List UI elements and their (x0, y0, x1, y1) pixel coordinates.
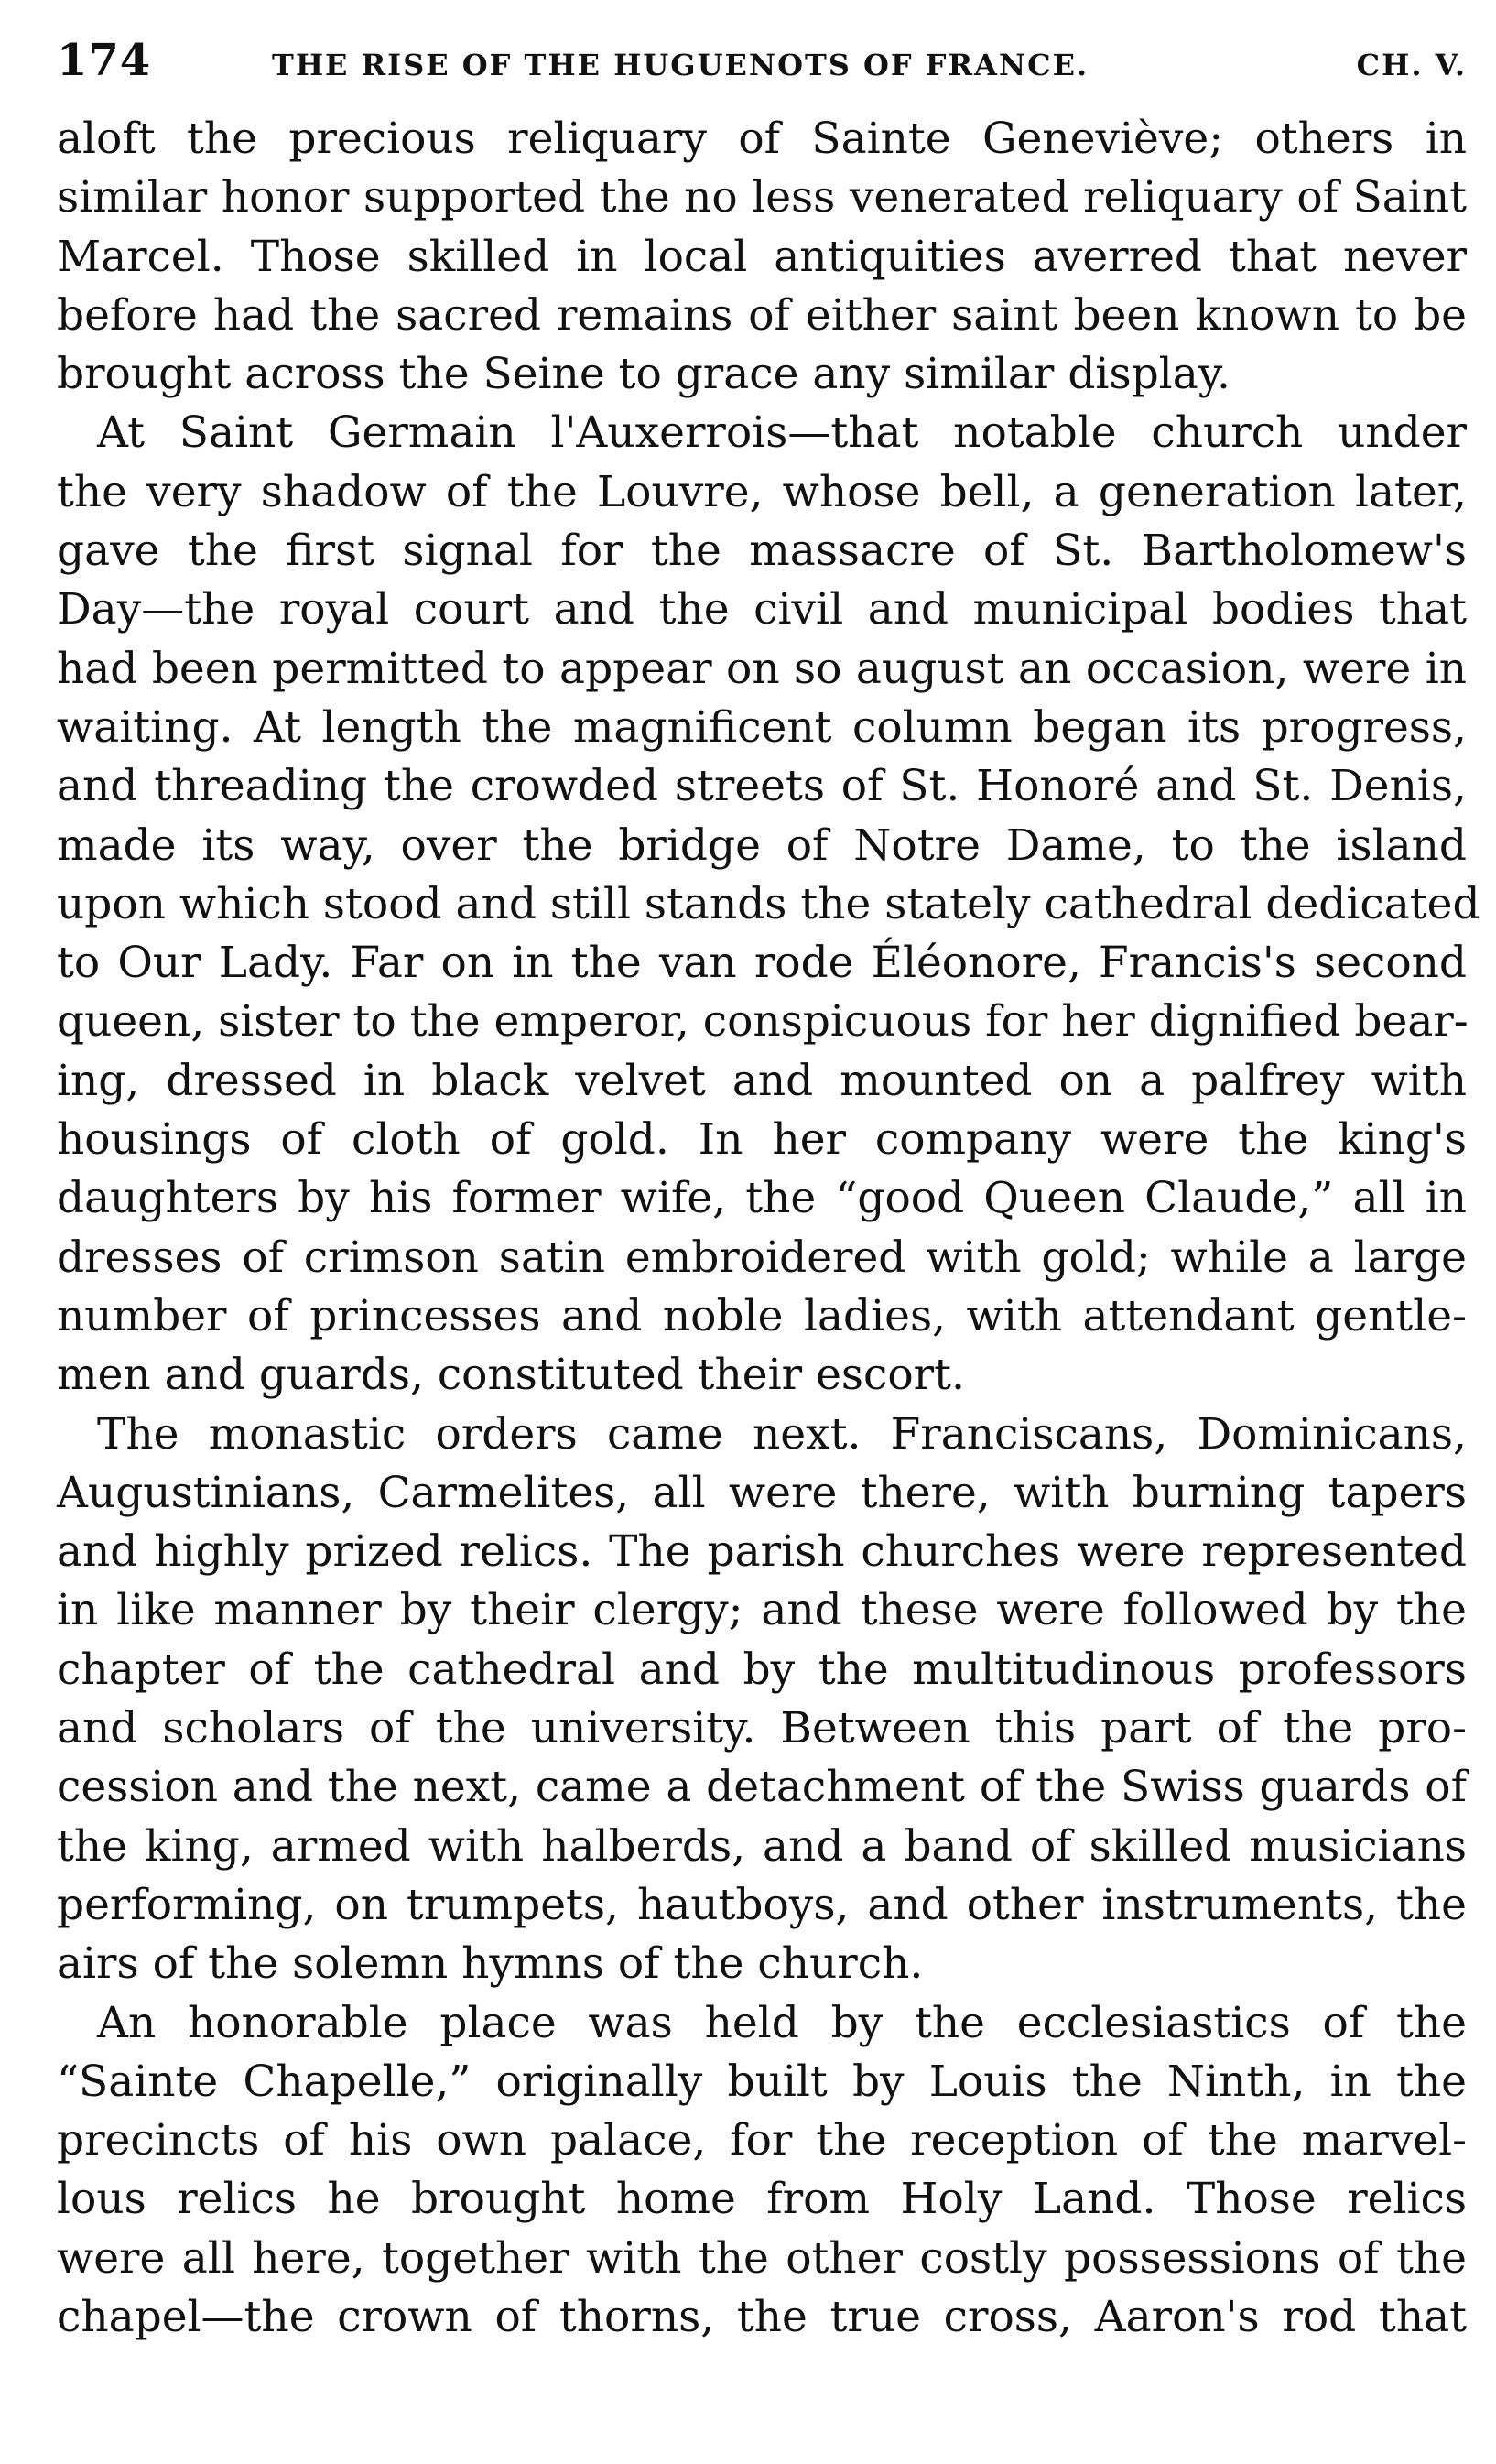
text-line: daughters by his former wife, the “good Queen Claude,” all in (57, 1173, 1467, 1224)
text-line: men and guards, constituted their escort. (57, 1350, 965, 1401)
book-page (57, 26, 1480, 2347)
text-line: the very shadow of the Louvre, whose bell, a generation later, (57, 466, 1467, 517)
text-line: housings of cloth of gold. In her company were the king's (57, 1114, 1467, 1166)
text-line: queen, sister to the emperor, conspicuous for her dignified bear- (57, 996, 1469, 1047)
text-line: and scholars of the university. Between this part of the pro- (57, 1703, 1467, 1754)
paragraph (57, 1994, 1467, 2348)
text-line: before had the sacred remains of either saint been known to be (57, 289, 1467, 341)
text-line: and highly prized relics. The parish churches were represented (57, 1526, 1467, 1578)
text-line: The monastic orders came next. Franciscans, Dominicans, (97, 1408, 1467, 1460)
text-line: cession and the next, came a detachment of the Swiss guards of (57, 1762, 1467, 1813)
text-line: and threading the crowded streets of St. Honoré and St. Denis, (57, 761, 1467, 812)
text-line: An honorable place was held by the ecclesiastics of the (97, 1997, 1467, 2048)
text-line: ing, dressed in black velvet and mounted on a palfrey with (57, 1055, 1467, 1106)
text-line: precincts of his own palace, for the reception of the marvel- (57, 2115, 1467, 2166)
text-line: waiting. At length the magnificent column began its progress, (57, 701, 1467, 753)
text-line: lous relics he brought home from Holy Land. Those relics (57, 2174, 1467, 2225)
text-line: gave the first signal for the massacre of St. Bartholomew's (57, 526, 1467, 577)
text-line: number of princesses and noble ladies, with attendant gentle- (57, 1290, 1467, 1341)
paragraph (57, 110, 1467, 404)
text-line: in like manner by their clergy; and these were followed by the (57, 1585, 1467, 1636)
book-title: THE RISE OF THE HUGUENOTS OF FRANCE. (272, 48, 1089, 82)
text-line: upon which stood and still stands the stately cathedral dedicated (57, 878, 1480, 929)
running-head (57, 26, 1467, 110)
paragraph (57, 404, 1480, 1405)
body-text (57, 110, 1480, 2347)
chapter-mark: CH. V. (1356, 48, 1467, 82)
text-line: to Our Lady. Far on in the van rode Éléonore, Francis's second (57, 938, 1467, 989)
text-line: Day—the royal court and the civil and municipal bodies that (57, 584, 1467, 635)
text-line: made its way, over the bridge of Notre Dame, to the island (57, 820, 1467, 871)
text-line: were all here, together with the other costly possessions of the (57, 2232, 1467, 2284)
text-line: chapter of the cathedral and by the multitudinous professors (57, 1644, 1467, 1695)
text-line: had been permitted to appear on so august an occasion, were in (57, 643, 1467, 694)
text-line: chapel—the crown of thorns, the true cross, Aaron's rod that (57, 2291, 1467, 2342)
text-line: At Saint Germain l'Auxerrois—that notable church under (97, 407, 1467, 459)
text-line: performing, on trumpets, hautboys, and other instruments, the (57, 1879, 1467, 1930)
text-line: airs of the solemn hymns of the church. (57, 1938, 924, 1990)
text-line: aloft the precious reliquary of Sainte Geneviève; others in (57, 114, 1467, 164)
text-line: “Sainte Chapelle,” originally built by Louis the Ninth, in the (57, 2056, 1467, 2107)
page-number: 174 (57, 35, 152, 86)
text-line: Augustinians, Carmelites, all were there, with burning tapers (57, 1467, 1467, 1518)
paragraph (57, 1406, 1467, 1994)
text-line: dresses of crimson satin embroidered with gold; while a large (57, 1232, 1467, 1283)
text-line: the king, armed with halberds, and a band of skilled musicians (57, 1820, 1467, 1872)
text-line: Marcel. Those skilled in local antiquities averred that never (57, 231, 1467, 282)
text-line: similar honor supported the no less venerated reliquary of Saint (57, 172, 1467, 223)
text-line: brought across the Seine to grace any similar display. (57, 349, 1230, 400)
